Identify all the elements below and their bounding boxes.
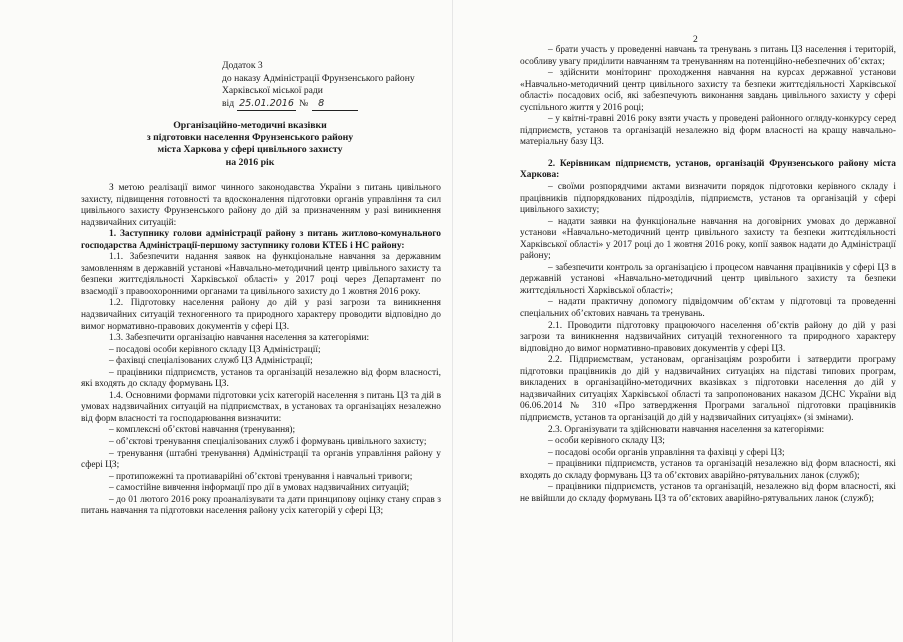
council-name: Харківської міської ради [222,85,323,97]
appendix-label: Додаток 3 [222,60,263,71]
paragraph: 1.1. Забезпечити надання заявок на функціональне навчання за державним замовленням в державній установі «Навчально-методичний центр цивільного захисту та безпеки життєдіяльності Харківської області» у 2017 році через Департамент по взаємодії з правоохоронними органами та цивільного захисту до 1 жовтня 2016 року. [81,252,441,297]
page-number: 2 [693,34,698,45]
paragraph: З метою реалізації вимог чинного законодавства України з питань цивільного захисту, підвищення готовності та вдосконалення підготовки органів управління та сил цивільного захисту Фрунзенського району до дій за призначенням у разі виникнення надзвичайних ситуацій: [81,183,441,228]
paragraph: – забезпечити контроль за організацією і процесом навчання працівників у сфері ЦЗ в державній установі «Навчально-методичний центр цивільного захисту та безпеки життєдіяльності Харківської області»; [520,262,896,296]
paragraph: – надати заявки на функціональне навчання на договірних умовах до державної установи «Навчально-методичний центр цивільного захисту та безпеки життєдіяльності Харківської області» у 2017 році до 1 жовтня 2016 року, копії заявок надати до Адміністрації району; [520,216,896,262]
paragraph: – фахівці спеціалізованих служб ЦЗ Адміністрації; [109,356,313,367]
paragraph: – тренування (штабні тренування) Адміністрації та органів управління району у сфері ЦЗ; [81,448,441,471]
paragraph: – до 01 лютого 2016 року проаналізувати та дати принципову оцінку стану справ з питань навчання та підготовки населення району усіх категорій у сфері ЦЗ; [81,494,441,517]
paragraph: – комплексні об’єктові навчання (тренування); [109,425,296,436]
paragraph: – протипожежні та протиаварійні об’єктові тренування і навчальні тривоги; [109,471,413,482]
number-label: № [299,97,309,109]
order-date-number-row [222,98,442,112]
paragraph: 2. Керівникам підприємств, установ, організацій Фрунзенського району міста Харкова: [520,158,896,181]
paragraph: – здійснити моніторинг проходження навчання на курсах державної установи «Навчально-методичний центр цивільного захисту та безпеки життєдіяльності Харківської області» посадових осіб, які забезпечують виконання завдань цивільного захисту у сфері суспільного життя у 2016 році; [520,68,896,113]
paragraph: 2.1. Проводити підготовку працюючого населення об’єктів району до дій у разі загрози та виникнення надзвичайних ситуацій техногенного та природного характеру відповідно до вимог нормативно-правових документів у сфері ЦЗ. [520,320,896,354]
paragraph: – працівники підприємств, установ та організацій незалежно від форм власності, які входять до складу формувань ЦЗ та об’єктових аварійно-рятувальних ланок (служб); [520,459,896,481]
document-title [100,120,400,169]
paragraph: – своїми розпорядчими актами визначити порядок підготовки керівного складу і працівників підпорядкованих підрозділів, підприємств, установ та організацій у сфері цивільного захисту; [520,182,896,216]
paragraph: – особи керівного складу ЦЗ; [548,436,665,447]
paragraph: – посадові особи керівного складу ЦЗ Адміністрації; [109,344,321,355]
title-line: міста Харкова у сфері цивільного захисту [157,144,343,156]
appendix-header [222,60,442,111]
page-2 [452,0,903,642]
title-line: з підготовки населення Фрунзенського району [146,132,354,144]
paragraph: – працівники підприємств, установ та організацій, незалежно від форм власності, які не ввійшли до складу формувань ЦЗ та об’єктових аварійно-рятувальних ланок (служб); [520,482,896,504]
title-line: на 2016 рік [225,156,275,168]
paragraph: 1.2. Підготовку населення району до дій у разі загрози та виникнення надзвичайних ситуацій техногенного та природного характеру проводити відповідно до вимог нормативно-правових документів у сфері ЦЗ. [81,298,441,332]
paragraph: – у квітні-травні 2016 року взяти участь у проведені районного огляду-конкурсу серед підприємств, установ та організацій незалежно від форм власності на кращу навчально-матеріальну базу ЦЗ. [520,114,896,148]
paragraph: – брати участь у проведенні навчань та тренувань з питань ЦЗ населення і територій, особливу увагу приділити навчанням та тренуванням на потенційно-небезпечних об’єктах; [520,45,896,67]
handwritten-number: 8 [312,98,358,112]
paragraph: 1.3. Забезпечити організацію навчання населення за категоріями: [109,333,370,344]
date-prefix: від [222,97,235,109]
paragraph: 1.4. Основними формами підготовки усіх категорій населення з питань ЦЗ та дій в умовах надзвичайних ситуацій на підприємствах, в установах та організаціях незалежно від форм власності та господарювання визначити: [81,390,441,424]
left-body-text [81,183,441,518]
right-body-text [520,45,896,505]
paragraph: 2.2. Підприємствам, установам, організаціям розробити і затвердити програму підготовки працівників до дій у надзвичайних ситуаціях на підставі типових програм, викладених в організаційно-методичних вказівках з підготовки населення до дій у надзвичайних ситуаціях Харківської області та запропонованих наказом ДСНС України від 06.06.2014 № 310 «Про затвердження Програми загальної підготовки працівників підприємств, установ та організацій до дій у надзвичайних ситуаціях» (зі змінами). [520,355,896,423]
paragraph: – об’єктові тренування спеціалізованих служб і формувань цивільного захисту; [109,437,427,448]
order-reference: до наказу Адміністрації Фрунзенського району [222,72,415,84]
paragraph: – працівники підприємств, установ та організацій незалежно від форм власності, які входять до складу формувань ЦЗ. [81,367,441,390]
paragraph: – самостійне вивчення інформації про дії в умовах надзвичайних ситуацій; [109,483,410,494]
paragraph: – посадові особи органів управління та фахівці у сфері ЦЗ; [548,447,785,458]
title-line: Організаційно-методичні вказівки [173,120,327,131]
paragraph-spacer [520,149,896,159]
handwritten-date: 25.01.2016 [237,98,296,112]
paragraph: 2.3. Організувати та здійснювати навчання населення за категоріями: [548,424,825,435]
paragraph: – надати практичну допомогу підвідомчим об’єктам у підготовці та проведенні спеціальних об’єктових навчань та тренувань. [520,297,896,320]
paragraph: 1. Заступнику голови адміністрації району з питань житлово-комунального господарства Адміністрації-першому заступнику голови КТЕБ і НС району: [81,229,441,251]
